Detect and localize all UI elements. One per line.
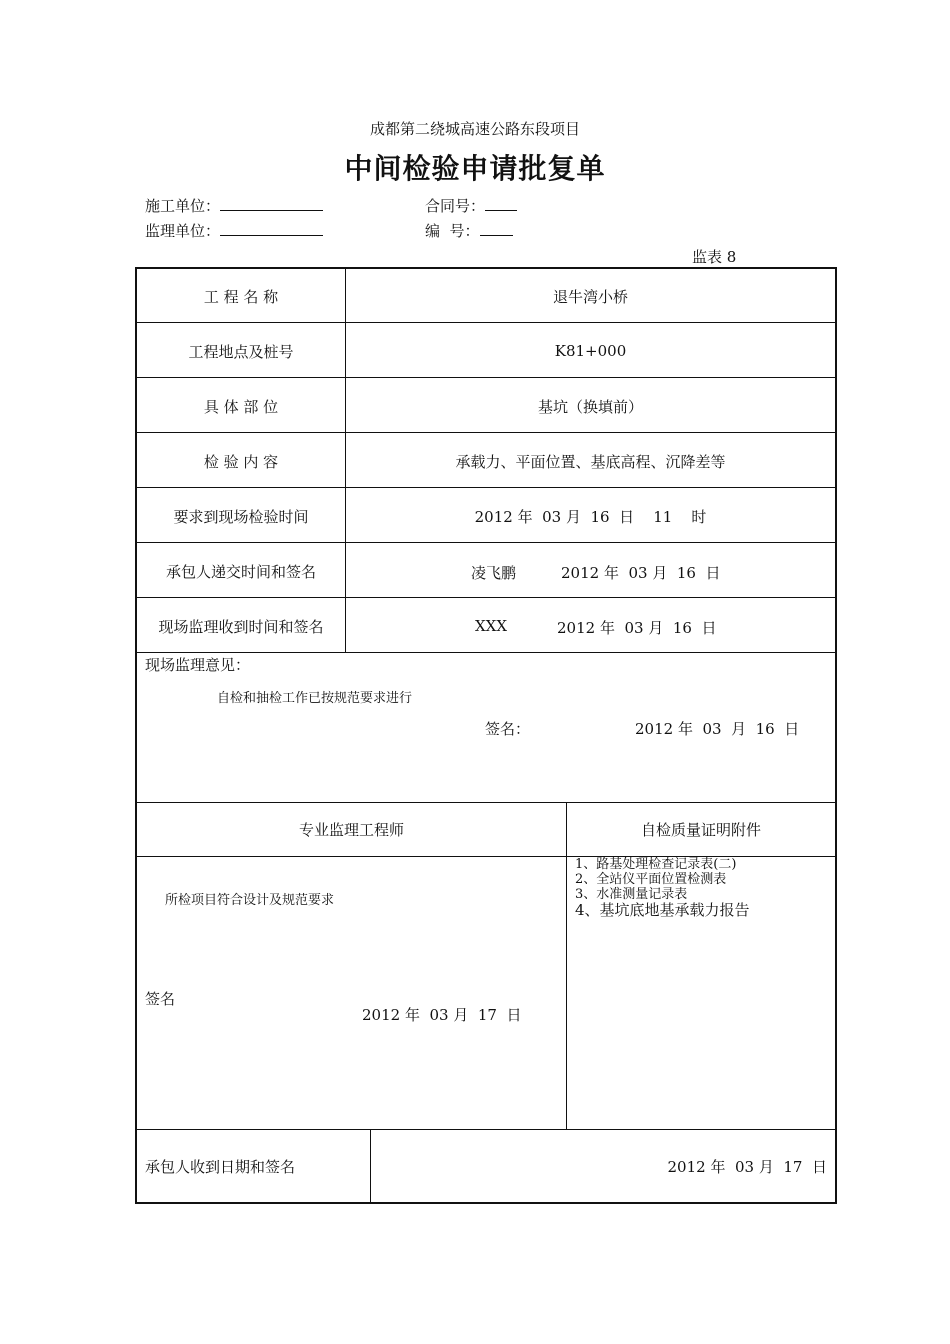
site-opinion-date: 2012 年 03 月 16 日 <box>635 720 800 738</box>
site-opinion-text: 自检和抽检工作已按规范要求进行 <box>217 691 413 706</box>
contractor-submit-label: 承包人递交时间和签名 <box>165 562 316 581</box>
construction-unit-label: 施工单位： <box>145 197 221 215</box>
contractor-receipt-date: 2012 年 03 月 17 日 <box>667 1157 827 1176</box>
contract-no-blank <box>485 196 517 211</box>
serial-no-field <box>425 220 513 241</box>
location-value: K81+000 <box>554 342 627 360</box>
inspection-content-value: 承载力、平面位置、基底高程、沉降差等 <box>455 452 726 471</box>
contractor-signature: 凌飞鹏 <box>471 564 517 582</box>
supervisor-receipt-date: 2012 年 03 月 16 日 <box>557 619 717 637</box>
column-divider <box>370 1129 371 1202</box>
attachments-list <box>575 857 750 919</box>
project-name-label: 工 程 名 称 <box>203 287 279 306</box>
serial-no-blank <box>480 221 513 236</box>
supervision-unit-blank <box>220 221 323 236</box>
engineer-sign-date: 2012 年 03 月 17 日 <box>362 1006 522 1024</box>
construction-unit-field <box>145 195 323 216</box>
construction-unit-blank <box>220 196 323 211</box>
list-item: 1、路基处理检查记录表(二) <box>575 857 737 872</box>
site-opinion-sign-label: 签名： <box>485 720 531 738</box>
contractor-receipt-label: 承包人收到日期和签名 <box>145 1157 296 1176</box>
supervisor-receipt-label: 现场监理收到时间和签名 <box>158 617 324 636</box>
inspection-content-label: 检 验 内 容 <box>203 452 279 471</box>
supervision-unit-field <box>145 220 323 241</box>
location-label: 工程地点及桩号 <box>188 342 294 361</box>
inspection-time-value: 2012 年 03 月 16 日 11 时 <box>474 507 707 526</box>
page-title: 中间检验申请批复单 <box>344 152 606 185</box>
part-value: 基坑（换填前） <box>537 397 643 416</box>
list-item: 4、基坑底地基承载力报告 <box>575 901 750 919</box>
contract-no-field <box>425 195 517 216</box>
supervisor-signature: XXX <box>475 617 508 635</box>
attachments-header: 自检质量证明附件 <box>640 821 761 839</box>
approval-table <box>135 267 837 1204</box>
supervision-unit-label: 监理单位： <box>145 222 221 240</box>
part-label: 具 体 部 位 <box>203 397 279 416</box>
engineer-sign-label: 签名 <box>145 990 176 1008</box>
contractor-submit-date: 2012 年 03 月 16 日 <box>561 564 721 582</box>
list-item: 2、全站仪平面位置检测表 <box>575 872 727 887</box>
inspection-time-label: 要求到现场检验时间 <box>173 507 309 526</box>
engineer-header: 专业监理工程师 <box>298 821 404 839</box>
list-item: 3、水准测量记录表 <box>575 887 688 902</box>
site-opinion-label: 现场监理意见： <box>145 656 251 674</box>
serial-no-label: 编 号： <box>425 222 480 240</box>
form-code: 监表 8 <box>692 248 737 266</box>
contract-no-label: 合同号： <box>425 197 486 215</box>
project-name: 成都第二绕城高速公路东段项目 <box>369 120 580 138</box>
project-name-value: 退牛湾小桥 <box>552 287 628 306</box>
engineer-opinion-text: 所检项目符合设计及规范要求 <box>165 893 335 908</box>
